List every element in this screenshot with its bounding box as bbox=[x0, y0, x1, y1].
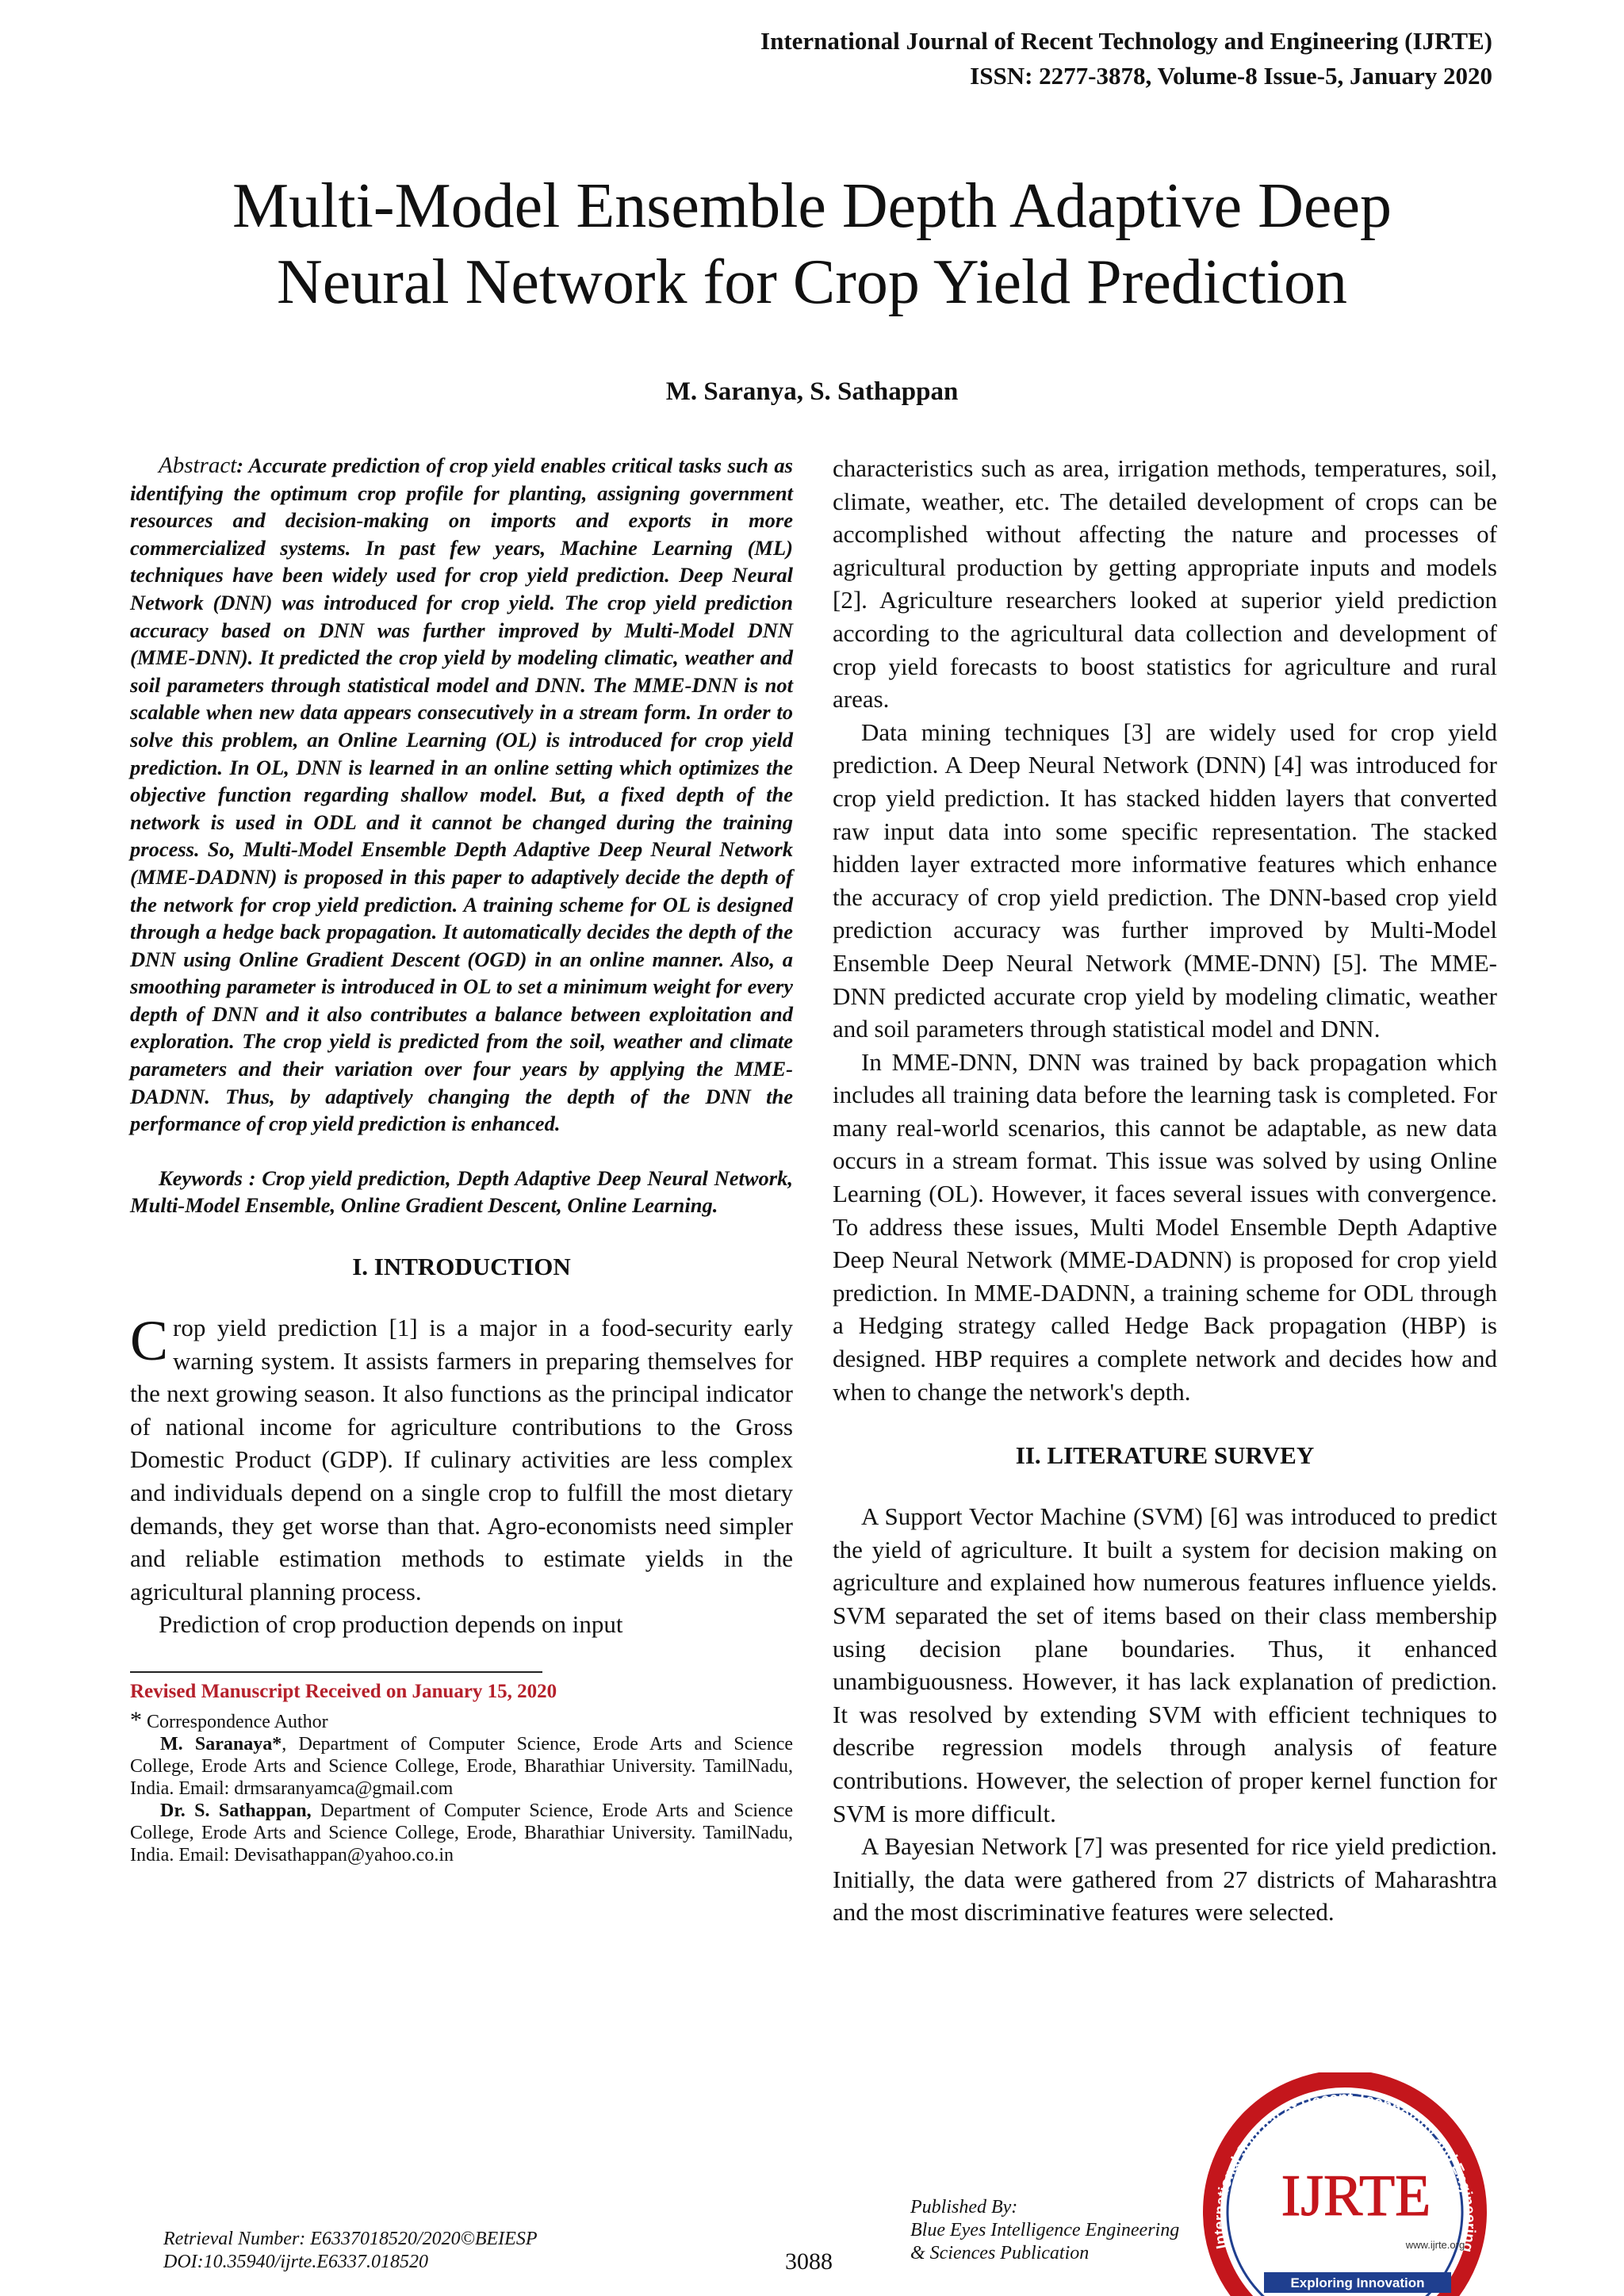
published-by: Published By: bbox=[910, 2197, 1018, 2218]
author-2-name: Dr. S. Sathappan, bbox=[160, 1800, 312, 1821]
retrieval-number: Retrieval Number: E6337018520/2020©BEIESP bbox=[163, 2229, 538, 2249]
svm-paragraph: A Support Vector Machine (SVM) [6] was introduced to predict the yield of agriculture. It built a system for decision making on agriculture and explained how numerous features influence yields. SVM separated the set of items based on their class membership using decision plane boundaries. Thus, it enhanced unambiguousness. However, it has lack explanation of prediction. It was resolved by extending SVM with efficient techniques to describe regression models through analysis of feature contributions. However, the selection of proper kernel function for SVM is more difficult. bbox=[833, 1502, 1497, 1827]
input-characteristics-paragraph: characteristics such as area, irrigation methods, temperatures, soil, climate, weather, etc. The detailed development of crops can be accomplished without affecting the nature and processes of agricultural production by getting appropriate inputs and models [2]. Agriculture researchers looked at superior yield prediction according to the agricultural data collection and development of crop yield forecasts to boost statistics for agriculture and rural areas. bbox=[833, 454, 1497, 714]
section-heading-introduction: I. INTRODUCTION bbox=[352, 1253, 571, 1281]
ijrte-logo bbox=[1197, 2072, 1499, 2296]
journal-header bbox=[760, 24, 1492, 94]
bayesian-paragraph: A Bayesian Network [7] was presented for rice yield prediction. Initially, the data were gathered from 27 districts of Maharashtra and the most discriminative features were selected. bbox=[833, 1832, 1497, 1927]
section-heading-literature-survey: II. LITERATURE SURVEY bbox=[1015, 1441, 1315, 1470]
left-column bbox=[130, 452, 793, 1866]
correspondence-note bbox=[130, 1706, 793, 1733]
logo-url: www.ijrte.org bbox=[1405, 2239, 1465, 2251]
publisher-line-1: Blue Eyes Intelligence Engineering bbox=[910, 2220, 1180, 2241]
page-number: 3088 bbox=[785, 2248, 833, 2275]
keywords bbox=[130, 1165, 793, 1219]
logo-tagline: Exploring Innovation bbox=[1290, 2275, 1425, 2290]
title-line-1: Multi-Model Ensemble Depth Adaptive Deep bbox=[232, 171, 1392, 241]
publisher-line-2: & Sciences Publication bbox=[910, 2243, 1090, 2263]
intro-paragraph-2: Prediction of crop production depends on input bbox=[159, 1610, 623, 1639]
drop-cap: C bbox=[130, 1309, 169, 1373]
publisher-info bbox=[910, 2196, 1179, 2265]
footnote-divider bbox=[130, 1671, 542, 1673]
abstract bbox=[130, 452, 793, 1138]
intro-paragraph-1-text: rop yield prediction [1] is a major in a food-security early warning system. It assists farmers in preparing themselves for the next growing season. It also functions as the principal indicator of national income for agriculture contributions to the Gross Domestic Product (GDP). If culinary activities are less complex and individuals depend on a single crop to fulfill the most dietary demands, they get worse than that. Agro-economists need simpler and reliable estimation methods to estimate yields in the agricultural planning process. bbox=[130, 1314, 793, 1605]
journal-title: International Journal of Recent Technology and Engineering (IJRTE) bbox=[760, 27, 1492, 55]
author-1-text: , Department of Computer Science, Erode Arts and Science College, Erode Arts and Science College, Erode, Bharathiar University. TamilNadu, India. Email: drmsaranyamca@gmail.com bbox=[130, 1733, 793, 1799]
keywords-text: : Crop yield prediction, Depth Adaptive Deep Neural Network, Multi-Model Ensemble, Online Gradient Descent, Online Learning. bbox=[130, 1165, 793, 1218]
paper-title bbox=[143, 168, 1481, 320]
logo-name: IJRTE bbox=[1281, 2164, 1431, 2229]
author-1-name: M. Saranaya* bbox=[160, 1733, 282, 1755]
correspondence-text: Correspondence Author bbox=[142, 1711, 328, 1732]
abstract-text: : Accurate prediction of crop yield enables critical tasks such as identifying the optimum crop profile for planting, assigning government resources and decision-making on imports and exports in more commercialized systems. In past few years, Machine Learning (ML) techniques have been widely used for crop yield prediction. Deep Neural Network (DNN) was introduced for crop yield. The crop yield prediction accuracy based on DNN was further improved by Multi-Model DNN (MME-DNN). It predicted the crop yield by modeling climatic, weather and soil parameters through statistical model and DNN. The MME-DNN is not scalable when new data appears consecutively in a stream form. In order to solve this problem, an Online Learning (OL) is introduced for crop yield prediction. In OL, DNN is learned in an online setting which optimizes the objective function regarding shallow model. But, a fixed depth of the network is used in ODL and it cannot be changed during the training process. So, Multi-Model Ensemble Depth Adaptive Deep Neural Network (MME-DADNN) is proposed in this paper to adaptively decide the depth of the network for crop yield prediction. A training scheme for OL is designed through a hedge back propagation. It automatically decides the depth of the DNN using Online Gradient Descent (OGD) in an online manner. Also, a smoothing parameter is introduced in OL to set a minimum weight for every depth of DNN and it also contributes a balance between exploitation and exploration. The crop yield is predicted from the soil, weather and climate parameters and their variation over four years by applying the MME-DADNN. Thus, by adaptively changing the depth of the DNN the performance of crop yield prediction is enhanced. bbox=[130, 453, 793, 1136]
logo-ring-text: International Journal of Recent Technology and Engineering bbox=[1211, 2089, 1479, 2254]
revised-note: Revised Manuscript Received on January 15, 2020 bbox=[130, 1680, 557, 1702]
author-2-text: Department of Computer Science, Erode Arts and Science College, Erode Arts and Science College, Erode, Bharathiar University. TamilNadu, India. Email: Devisathappan@yahoo.co.in bbox=[130, 1800, 793, 1866]
data-mining-paragraph: Data mining techniques [3] are widely used for crop yield prediction. A Deep Neural Network (DNN) [4] was introduced for crop yield prediction. It has stacked hidden layers that converted raw input data into some specific representation. The stacked hidden layer extracted more informative features which enhance the accuracy of crop yield prediction. The DNN-based crop yield prediction accuracy was further improved by Multi-Model Ensemble Deep Neural Network (MME-DNN) [5]. The MME-DNN predicted accurate crop yield by modeling climatic, weather and soil parameters through statistical model and DNN. bbox=[833, 718, 1497, 1043]
journal-issn: ISSN: 2277-3878, Volume-8 Issue-5, January 2020 bbox=[970, 62, 1492, 90]
star-marker: * bbox=[130, 1706, 142, 1733]
doi: DOI:10.35940/ijrte.E6337.018520 bbox=[163, 2252, 428, 2272]
mme-dnn-paragraph: In MME-DNN, DNN was trained by back propagation which includes all training data before the learning task is completed. For many real-world scenarios, this cannot be adaptable, as new data occurs in a stream format. This issue was solved by using Online Learning (OL). However, it faces several issues with convergence. To address these issues, Multi Model Ensemble Depth Adaptive Deep Neural Network (MME-DADNN) is proposed for crop yield prediction. In MME-DADNN, a training scheme for ODL through a Hedging strategy called Hedge Back propagation (HBP) is designed. HBP requires a complete network and decides how and when to change the network's depth. bbox=[833, 1047, 1497, 1406]
title-line-2: Neural Network for Crop Yield Prediction bbox=[276, 247, 1348, 317]
author-1-affiliation bbox=[130, 1733, 793, 1800]
keywords-label: Keywords bbox=[159, 1165, 243, 1190]
author-2-affiliation bbox=[130, 1800, 793, 1866]
abstract-label: Abstract bbox=[159, 453, 237, 478]
retrieval-info bbox=[163, 2228, 537, 2274]
intro-paragraph-1 bbox=[130, 1311, 793, 1608]
right-column bbox=[833, 452, 1497, 1929]
authors: M. Saranya, S. Sathappan bbox=[665, 377, 959, 406]
